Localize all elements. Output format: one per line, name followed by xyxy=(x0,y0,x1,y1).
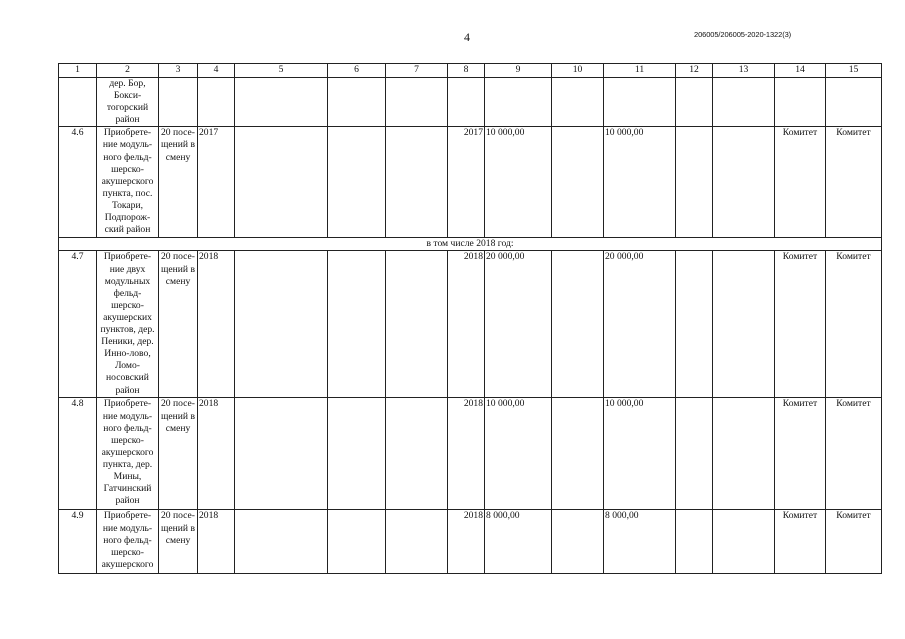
empty-cell xyxy=(552,251,604,398)
empty-cell xyxy=(328,398,386,510)
item-executor: Комитет xyxy=(826,510,882,574)
item-executor: Комитет xyxy=(826,127,882,238)
empty-cell xyxy=(328,78,386,127)
item-customer: Комитет xyxy=(775,510,826,574)
item-number: 4.9 xyxy=(59,510,97,574)
item-description: Приобрете-ние двух модульных фельд-шерско-акушерских пунктов, дер. Пеники, дер. Инно-лово, Ломо-носовский район xyxy=(97,251,159,398)
item-amount: 20 000,00 xyxy=(485,251,552,398)
empty-cell xyxy=(552,510,604,574)
item-executor: Комитет xyxy=(826,398,882,510)
item-amount-regional: 10 000,00 xyxy=(604,398,676,510)
table-row xyxy=(59,127,882,238)
empty-cell xyxy=(676,127,713,238)
column-header: 4 xyxy=(198,64,235,78)
empty-cell xyxy=(676,510,713,574)
empty-cell xyxy=(328,510,386,574)
table-row xyxy=(59,398,882,510)
empty-cell xyxy=(713,398,775,510)
item-year: 2017 xyxy=(448,127,485,238)
item-start-year: 2018 xyxy=(198,251,235,398)
table-row xyxy=(59,78,882,127)
item-description: дер. Бор, Бокси-тогорский район xyxy=(97,78,159,127)
empty-cell xyxy=(713,78,775,127)
item-start-year: 2018 xyxy=(198,398,235,510)
item-year: 2018 xyxy=(448,510,485,574)
year-subheader-row xyxy=(59,238,882,251)
item-amount-regional: 20 000,00 xyxy=(604,251,676,398)
empty-cell xyxy=(676,398,713,510)
column-header: 12 xyxy=(676,64,713,78)
item-customer: Комитет xyxy=(775,251,826,398)
program-table xyxy=(58,63,882,574)
column-header: 15 xyxy=(826,64,882,78)
item-number: 4.7 xyxy=(59,251,97,398)
item-amount-regional: 10 000,00 xyxy=(604,127,676,238)
column-header: 1 xyxy=(59,64,97,78)
column-header: 13 xyxy=(713,64,775,78)
empty-cell xyxy=(552,398,604,510)
item-year: 2018 xyxy=(448,398,485,510)
column-header: 3 xyxy=(159,64,198,78)
empty-cell xyxy=(235,251,328,398)
item-capacity: 20 посе-щений в смену xyxy=(159,398,198,510)
column-header: 6 xyxy=(328,64,386,78)
item-executor: Комитет xyxy=(826,251,882,398)
item-start-year xyxy=(198,78,235,127)
item-executor xyxy=(826,78,882,127)
column-header: 5 xyxy=(235,64,328,78)
item-number: 4.8 xyxy=(59,398,97,510)
empty-cell xyxy=(328,127,386,238)
empty-cell xyxy=(552,127,604,238)
empty-cell xyxy=(235,398,328,510)
table-row xyxy=(59,251,882,398)
item-description: Приобрете-ние модуль-ного фельд-шерско-акушерского xyxy=(97,510,159,574)
empty-cell xyxy=(235,127,328,238)
item-start-year: 2017 xyxy=(198,127,235,238)
item-capacity: 20 посе-щений в смену xyxy=(159,510,198,574)
item-number xyxy=(59,78,97,127)
item-number: 4.6 xyxy=(59,127,97,238)
column-header: 2 xyxy=(97,64,159,78)
empty-cell xyxy=(386,398,448,510)
item-description: Приобрете-ние модуль-ного фельд-шерско-акушерского пункта, дер. Мины, Гатчинский район xyxy=(97,398,159,510)
empty-cell xyxy=(386,251,448,398)
item-description: Приобрете-ние модуль-ного фельд-шерско-акушерского пункта, пос. Токари, Подпорож-ский район xyxy=(97,127,159,238)
year-subheader: в том числе 2018 год: xyxy=(59,238,882,251)
item-capacity: 20 посе-щений в смену xyxy=(159,127,198,238)
empty-cell xyxy=(713,127,775,238)
item-year: 2018 xyxy=(448,251,485,398)
empty-cell xyxy=(386,127,448,238)
item-amount: 10 000,00 xyxy=(485,127,552,238)
empty-cell xyxy=(328,251,386,398)
column-header: 10 xyxy=(552,64,604,78)
item-amount: 8 000,00 xyxy=(485,510,552,574)
empty-cell xyxy=(713,251,775,398)
empty-cell xyxy=(676,251,713,398)
empty-cell xyxy=(713,510,775,574)
empty-cell xyxy=(386,510,448,574)
document-code: 206005/206005-2020-1322(3) xyxy=(694,30,792,39)
empty-cell xyxy=(235,510,328,574)
table-row xyxy=(59,510,882,574)
item-capacity: 20 посе-щений в смену xyxy=(159,251,198,398)
item-amount xyxy=(485,78,552,127)
empty-cell xyxy=(386,78,448,127)
item-customer xyxy=(775,78,826,127)
empty-cell xyxy=(235,78,328,127)
column-number-row xyxy=(59,64,882,78)
empty-cell xyxy=(552,78,604,127)
item-year xyxy=(448,78,485,127)
item-amount-regional: 8 000,00 xyxy=(604,510,676,574)
item-capacity xyxy=(159,78,198,127)
item-customer: Комитет xyxy=(775,127,826,238)
item-amount-regional xyxy=(604,78,676,127)
empty-cell xyxy=(676,78,713,127)
item-amount: 10 000,00 xyxy=(485,398,552,510)
item-customer: Комитет xyxy=(775,398,826,510)
item-start-year: 2018 xyxy=(198,510,235,574)
column-header: 7 xyxy=(386,64,448,78)
column-header: 9 xyxy=(485,64,552,78)
column-header: 14 xyxy=(775,64,826,78)
page-number: 4 xyxy=(464,30,470,44)
column-header: 8 xyxy=(448,64,485,78)
column-header: 11 xyxy=(604,64,676,78)
